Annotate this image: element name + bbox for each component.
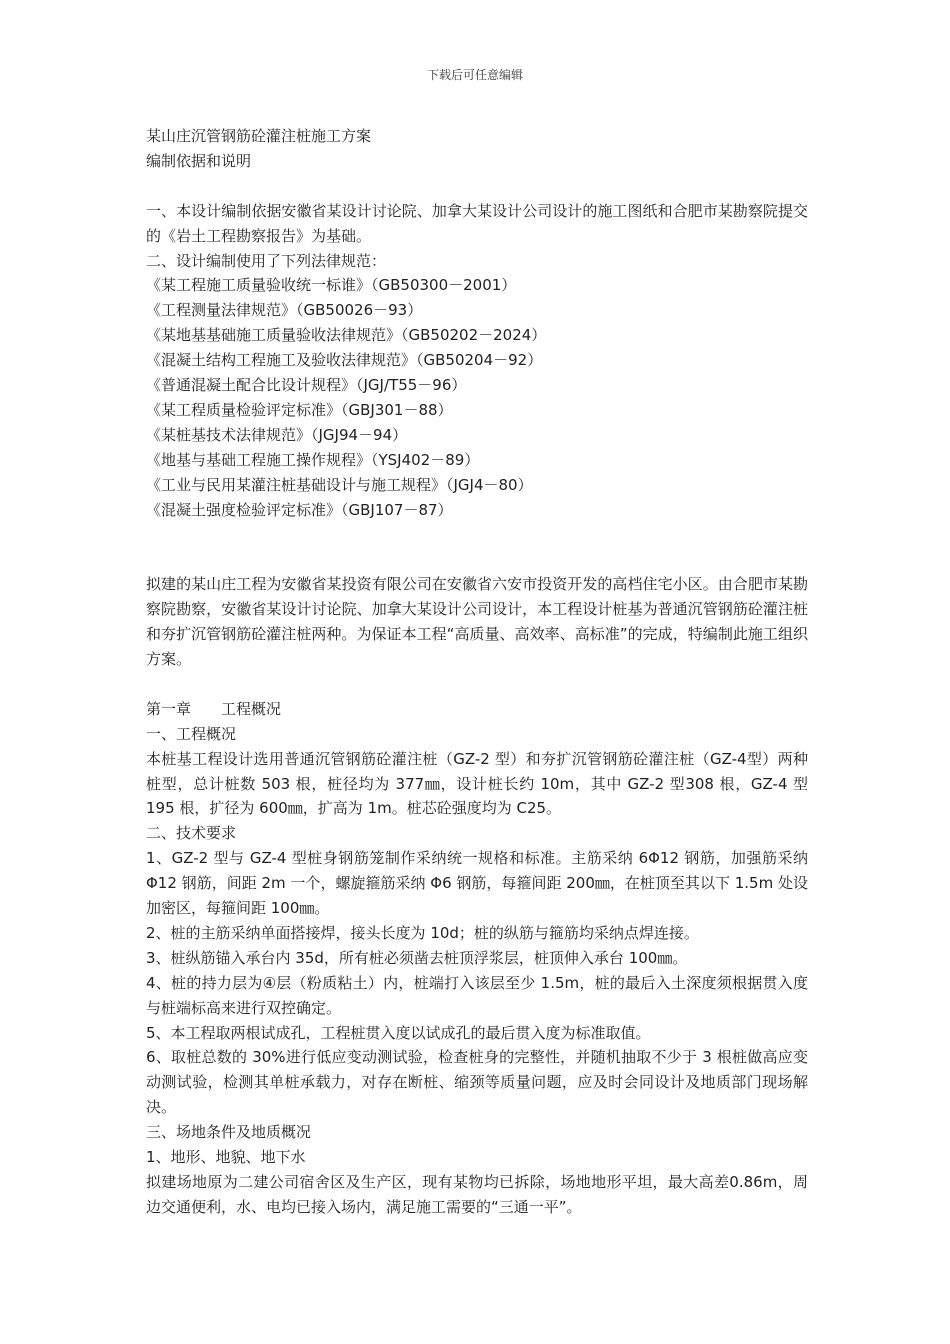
paragraph-overview: 本桩基工程设计选用普通沉管钢筋砼灌注桩（GZ-2 型）和夯扩沉管钢筋砼灌注桩（GZ-4型）两种桩型，总计桩数 503 根，桩径均为 377㎜，设计桩长约 10m，其中 GZ-2 型308 根，GZ-4 型 195 根，扩径为 600㎜，扩高为 1m。桩芯砼强度均为 C25。 (146, 749, 808, 818)
requirement-item: 3、桩纵筋锚入承台内 35d，所有桩必须凿去桩顶浮浆层，桩顶伸入承台 100㎜。 (146, 948, 688, 967)
requirement-item: 6、取桩总数的 30%进行低应变动测试验，检查桩身的完整性，并随机抽取不少于 3 根桩做高应变动测试验，检测其单桩承载力，对存在断桩、缩颈等质量问题，应及时会同设计及地质部门现场解决。 (146, 1048, 808, 1117)
requirement-item: 5、本工程取两根试成孔，工程桩贯入度以试成孔的最后贯入度为标准取值。 (146, 1023, 651, 1042)
spacer (146, 174, 808, 199)
section-title-requirements: 二、技术要求 (146, 824, 237, 843)
document-title: 某山庄沉管钢筋砼灌注桩施工方案 (146, 127, 372, 145)
standard-item: 《某地基基础施工质量验收法律规范》（GB50202－2024） (146, 326, 547, 345)
standard-item: 《普通混凝土配合比设计规程》（JGJ/T55－96） (146, 376, 467, 395)
document-body (146, 124, 808, 1220)
standards-list (146, 273, 808, 522)
paragraph-intro: 拟建的某山庄工程为安徽省某投资有限公司在安徽省六安市投资开发的高档住宅小区。由合肥市某勘察院勘察，安徽省某设计讨论院、加拿大某设计公司设计，本工程设计桩基为普通沉管钢筋砼灌注桩和夯扩沉管钢筋砼灌注桩两种。为保证本工程“高质量、高效率、高标准”的完成，特编制此施工组织方案。 (146, 575, 808, 668)
standard-item: 《混凝土结构工程施工及验收法律规范》（GB50204－92） (146, 351, 543, 370)
spacer (146, 672, 808, 697)
standard-item: 《工程测量法律规范》（GB50026－93） (146, 301, 423, 320)
standard-item: 《地基与基础工程施工操作规程》（YSJ402－89） (146, 450, 480, 469)
page-header: 下载后可任意编辑 (426, 68, 523, 82)
requirement-item: 1、GZ-2 型与 GZ-4 型桩身钢筋笼制作采纳统一规格和标准。主筋采纳 6Φ12 钢筋，加强筋采纳 Φ12 钢筋，间距 2m 一个，螺旋箍筋采纳 Φ6 钢筋，每箍间距 200㎜，在桩顶至其以下 1.5m 处设加密区，每箍间距 100㎜。 (146, 849, 808, 918)
standard-item: 《混凝土强度检验评定标准》（GBJ107－87） (146, 500, 453, 519)
spacer (146, 522, 808, 572)
section-title-site: 三、场地条件及地质概况 (146, 1123, 312, 1142)
paragraph-basis-2: 二、设计编制使用了下列法律规范： (146, 251, 387, 270)
paragraph-basis-1: 一、本设计编制依据安徽省某设计讨论院、加拿大某设计公司设计的施工图纸和合肥市某勘察院提交的《岩土工程勘察报告》为基础。 (146, 201, 808, 245)
subsection-title-terrain: 1、地形、地貌、地下水 (146, 1148, 306, 1167)
chapter-heading: 第一章 工程概况 (146, 699, 282, 718)
requirement-item: 2、桩的主筋采纳单面搭接焊，接头长度为 10d；桩的纵筋与箍筋均采纳点焊连接。 (146, 923, 699, 942)
standard-item: 《工业与民用某灌注桩基础设计与施工规程》（JGJ4－80） (146, 475, 533, 494)
section-title-overview: 一、工程概况 (146, 724, 237, 743)
standard-item: 《某工程施工质量验收统一标谁》（GB50300－2001） (146, 276, 517, 295)
requirement-item: 4、桩的持力层为④层（粉质粘土）内，桩端打入该层至少 1.5m，桩的最后入土深度须根据贯入度与桩端标高来进行双控确定。 (146, 973, 808, 1017)
standard-item: 《某桩基技术法律规范》（JGJ94－94） (146, 425, 408, 444)
section-title-basis: 编制依据和说明 (146, 151, 252, 170)
standard-item: 《某工程质量检验评定标准》（GBJ301－88） (146, 400, 453, 419)
paragraph-site: 拟建场地原为二建公司宿舍区及生产区，现有某物均已拆除，场地地形平坦，最大高差0.86m，周边交通便利，水、电均已接入场内，满足施工需要的“三通一平”。 (146, 1173, 808, 1216)
